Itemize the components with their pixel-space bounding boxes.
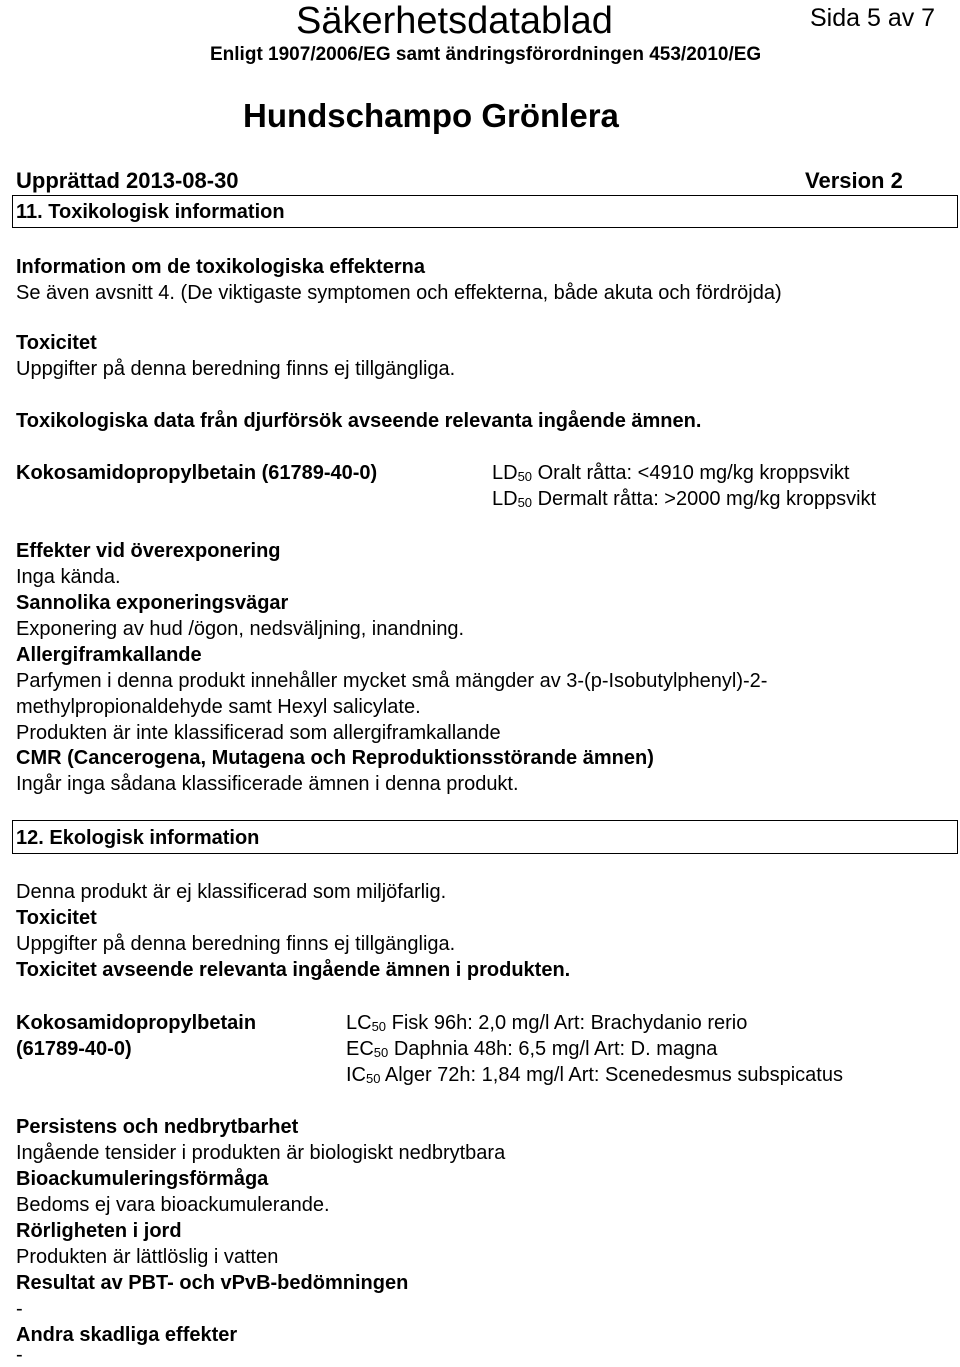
cmr-title: CMR (Cancerogena, Mutagena och Reproduktionsstörande ämnen) xyxy=(16,747,654,769)
mobility-title: Rörligheten i jord xyxy=(16,1220,182,1242)
allergy-text-1: Parfymen i denna produkt innehåller mycket små mängder av 3-(p-Isobutylphenyl)-2- xyxy=(16,670,768,692)
section-11-heading: 11. Toxikologisk information xyxy=(16,201,285,223)
cmr-text: Ingår inga sådana klassificerade ämnen i denna produkt. xyxy=(16,773,519,795)
section-12-heading: 12. Ekologisk information xyxy=(16,827,260,849)
toxicity-text: Uppgifter på denna beredning finns ej tillgängliga. xyxy=(16,358,456,380)
allergy-text-3: Produkten är inte klassificerad som allergiframkallande xyxy=(16,722,501,744)
bioaccumulation-title: Bioackumuleringsförmåga xyxy=(16,1168,269,1190)
eco-toxicity-text: Uppgifter på denna beredning finns ej tillgängliga. xyxy=(16,933,456,955)
page-number: Sida 5 av 7 xyxy=(810,4,936,32)
ec50-daphnia: $EC_{50}$ Daphnia 48h: 6,5 mg/l Art: D. magna xyxy=(346,1038,718,1060)
effects-text: Inga kända. xyxy=(16,566,121,588)
eco-substance-line-2: (61789-40-0) xyxy=(16,1038,132,1060)
allergy-title: Allergiframkallande xyxy=(16,644,202,666)
eco-substance-line-1: Kokosamidopropylbetain xyxy=(16,1012,257,1034)
ld50-dermal: $LD_{50}$ Dermalt råtta: >2000 mg/kg kroppsvikt xyxy=(492,488,877,510)
info-title: Information om de toxikologiska effekterna xyxy=(16,256,425,278)
mobility-text: Produkten är lättlöslig i vatten xyxy=(16,1246,279,1268)
other-effects-text: - xyxy=(16,1344,23,1366)
product-name: Hundschampo Grönlera xyxy=(243,97,619,134)
regulation-text: Enligt 1907/2006/EG samt ändringsförordningen 453/2010/EG xyxy=(210,44,762,65)
allergy-text-2: methylpropionaldehyde samt Hexyl salicylate. xyxy=(16,696,421,718)
lc50-fish: $LC_{50}$ Fisk 96h: 2,0 mg/l Art: Brachydanio rerio xyxy=(346,1012,748,1034)
eco-classification: Denna produkt är ej klassificerad som miljöfarlig. xyxy=(16,881,447,903)
effects-title: Effekter vid överexponering xyxy=(16,540,281,562)
toxicity-title: Toxicitet xyxy=(16,332,97,354)
section-11-heading-box xyxy=(12,195,958,228)
info-text: Se även avsnitt 4. (De viktigaste symptomen och effekterna, både akuta och fördröjda) xyxy=(16,282,782,304)
routes-text: Exponering av hud /ögon, nedsväljning, inandning. xyxy=(16,618,465,640)
persistence-text: Ingående tensider i produkten är biologiskt nedbrytbara xyxy=(16,1142,506,1164)
pbt-text: - xyxy=(16,1298,23,1320)
routes-title: Sannolika exponeringsvägar xyxy=(16,592,289,614)
bioaccumulation-text: Bedoms ej vara bioackumulerande. xyxy=(16,1194,330,1216)
other-effects-title: Andra skadliga effekter xyxy=(16,1324,238,1346)
pbt-title: Resultat av PBT- och vPvB-bedömningen xyxy=(16,1272,409,1294)
ld50-oral: $LD_{50}$ Oralt råtta: <4910 mg/kg kroppsvikt xyxy=(492,462,850,484)
document-title: Säkerhetsdatablad xyxy=(296,0,613,42)
substance-name: Kokosamidopropylbetain (61789-40-0) xyxy=(16,462,378,484)
eco-toxicity-title: Toxicitet xyxy=(16,907,97,929)
animal-data-title: Toxikologiska data från djurförsök avseende relevanta ingående ämnen. xyxy=(16,410,702,432)
created-date: Upprättad 2013-08-30 xyxy=(16,168,239,193)
persistence-title: Persistens och nedbrytbarhet xyxy=(16,1116,299,1138)
version-label: Version 2 xyxy=(805,168,903,193)
eco-relevant-title: Toxicitet avseende relevanta ingående ämnen i produkten. xyxy=(16,959,571,981)
ic50-algae: $IC_{50}$ Alger 72h: 1,84 mg/l Art: Scenedesmus subspicatus xyxy=(346,1064,843,1086)
section-12-heading-box xyxy=(12,820,958,854)
